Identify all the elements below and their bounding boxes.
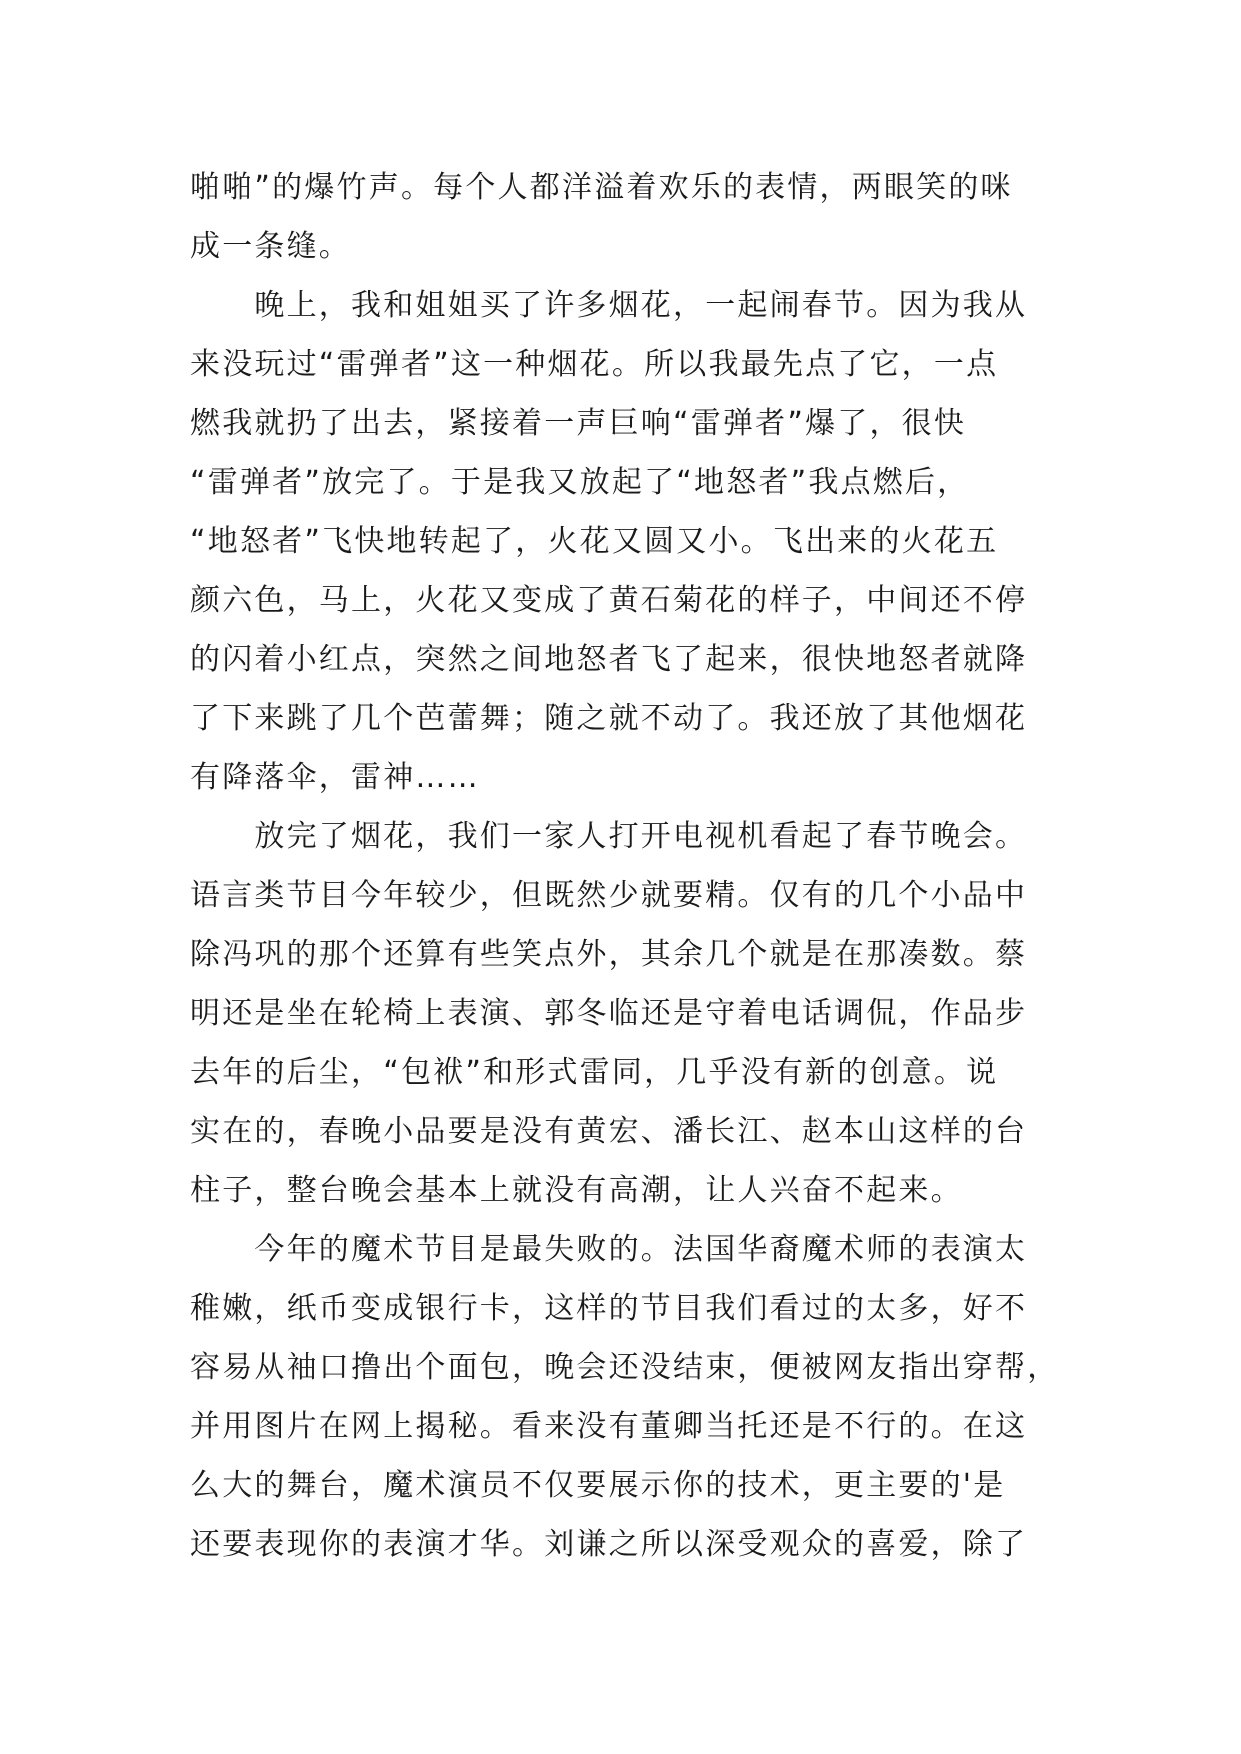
text-line: 了下来跳了几个芭蕾舞；随之就不动了。我还放了其他烟花 [190, 701, 1028, 736]
text-line: 的闪着小红点，突然之间地怒者飞了起来，很快地怒者就降 [190, 642, 1028, 677]
text-line: 语言类节目今年较少，但既然少就要精。仅有的几个小品中 [190, 878, 1028, 913]
text-line: 来没玩过“雷弹者”这一种烟花。所以我最先点了它，一点 [190, 347, 999, 382]
text-line: 成一条缝。 [190, 229, 351, 264]
text-line: 实在的，春晚小品要是没有黄宏、潘长江、赵本山这样的台 [190, 1114, 1028, 1149]
text-line: 今年的魔术节目是最失败的。法国华裔魔术师的表演太 [190, 1232, 1028, 1267]
text-line: “地怒者”飞快地转起了，火花又圆又小。飞出来的火花五 [190, 524, 999, 559]
text-line: 啪啪”的爆竹声。每个人都洋溢着欢乐的表情，两眼笑的咪 [190, 170, 1013, 205]
text-line: 除冯巩的那个还算有些笑点外，其余几个就是在那凑数。蔡 [190, 937, 1028, 972]
text-line: 燃我就扔了出去，紧接着一声巨响“雷弹者”爆了，很快 [190, 406, 967, 441]
text-line: 放完了烟花，我们一家人打开电视机看起了春节晚会。 [190, 819, 1028, 854]
text-line: “雷弹者”放完了。于是我又放起了“地怒者”我点燃后， [190, 465, 970, 500]
text-line: 么大的舞台，魔术演员不仅要展示你的技术，更主要的'是 [190, 1468, 1006, 1503]
text-line: 颜六色，马上，火花又变成了黄石菊花的样子，中间还不停 [190, 583, 1028, 618]
text-line: 明还是坐在轮椅上表演、郭冬临还是守着电话调侃，作品步 [190, 996, 1028, 1031]
text-line: 并用图片在网上揭秘。看来没有董卿当托还是不行的。在这 [190, 1409, 1028, 1444]
body-text [190, 158, 1070, 1574]
text-line: 稚嫩，纸币变成银行卡，这样的节目我们看过的太多，好不 [190, 1291, 1028, 1326]
text-line: 有降落伞，雷神…… [190, 760, 480, 795]
text-line: 晚上，我和姐姐买了许多烟花，一起闹春节。因为我从 [190, 288, 1028, 323]
text-line: 还要表现你的表演才华。刘谦之所以深受观众的喜爱，除了 [190, 1527, 1028, 1562]
text-line: 柱子，整台晚会基本上就没有高潮，让人兴奋不起来。 [190, 1173, 963, 1208]
text-line: 容易从袖口撸出个面包，晚会还没结束，便被网友指出穿帮， [190, 1350, 1060, 1385]
text-line: 去年的后尘，“包袱”和形式雷同，几乎没有新的创意。说 [190, 1055, 999, 1090]
